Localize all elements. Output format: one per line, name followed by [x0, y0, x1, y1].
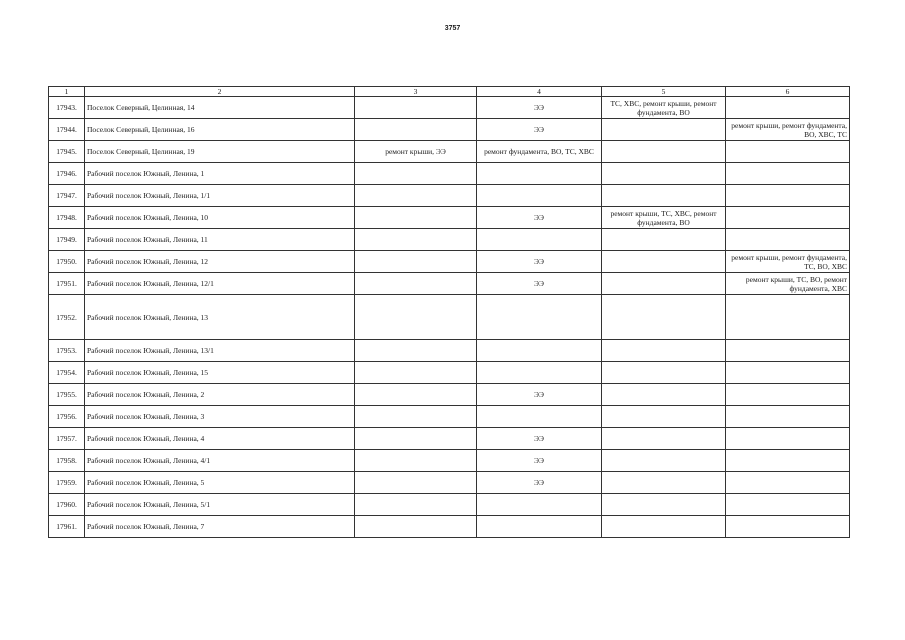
col5-cell	[602, 229, 726, 251]
address-cell: Рабочий поселок Южный, Ленина, 11	[85, 229, 355, 251]
col6-cell	[726, 295, 850, 340]
row-number: 17955.	[49, 384, 85, 406]
table-row	[49, 516, 850, 538]
col3-cell	[355, 207, 477, 229]
col4-cell: ЭЭ	[477, 251, 602, 273]
col5-cell	[602, 141, 726, 163]
table-row	[49, 141, 850, 163]
row-number: 17953.	[49, 340, 85, 362]
col3-cell	[355, 406, 477, 428]
col5-cell	[602, 273, 726, 295]
col5-cell	[602, 362, 726, 384]
row-number: 17943.	[49, 97, 85, 119]
row-number: 17957.	[49, 428, 85, 450]
column-header: 6	[726, 87, 850, 97]
col3-cell	[355, 472, 477, 494]
row-number: 17950.	[49, 251, 85, 273]
col6-cell	[726, 472, 850, 494]
col3-cell	[355, 97, 477, 119]
col6-cell: ремонт крыши, ремонт фундамента, ВО, ХВС, ТС	[726, 119, 850, 141]
col5-cell	[602, 428, 726, 450]
row-number: 17948.	[49, 207, 85, 229]
col3-cell	[355, 295, 477, 340]
col3-cell	[355, 516, 477, 538]
table-row	[49, 340, 850, 362]
col6-cell	[726, 362, 850, 384]
address-cell: Рабочий поселок Южный, Ленина, 12	[85, 251, 355, 273]
col5-cell	[602, 450, 726, 472]
col6-cell	[726, 229, 850, 251]
col6-cell: ремонт крыши, ТС, ВО, ремонт фундамента, ХВС	[726, 273, 850, 295]
col6-cell	[726, 340, 850, 362]
row-number: 17956.	[49, 406, 85, 428]
address-cell: Рабочий поселок Южный, Ленина, 3	[85, 406, 355, 428]
col5-cell	[602, 251, 726, 273]
col6-cell	[726, 384, 850, 406]
col4-cell: ЭЭ	[477, 273, 602, 295]
col6-cell	[726, 141, 850, 163]
col6-cell	[726, 185, 850, 207]
col4-cell: ЭЭ	[477, 428, 602, 450]
col3-cell	[355, 163, 477, 185]
table-row	[49, 406, 850, 428]
col3-cell	[355, 450, 477, 472]
address-cell: Поселок Северный, Целинная, 14	[85, 97, 355, 119]
col5-cell	[602, 406, 726, 428]
col3-cell	[355, 185, 477, 207]
col5-cell	[602, 119, 726, 141]
col3-cell	[355, 251, 477, 273]
row-number: 17946.	[49, 163, 85, 185]
address-cell: Рабочий поселок Южный, Ленина, 10	[85, 207, 355, 229]
table-row	[49, 450, 850, 472]
col5-cell: ТС, ХВС, ремонт крыши, ремонт фундамента, ВО	[602, 97, 726, 119]
column-header: 4	[477, 87, 602, 97]
col4-cell	[477, 516, 602, 538]
row-number: 17960.	[49, 494, 85, 516]
table-row	[49, 494, 850, 516]
address-cell: Рабочий поселок Южный, Ленина, 12/1	[85, 273, 355, 295]
col6-cell	[726, 406, 850, 428]
col4-cell	[477, 494, 602, 516]
table-row	[49, 185, 850, 207]
col6-cell	[726, 97, 850, 119]
row-number: 17954.	[49, 362, 85, 384]
col5-cell	[602, 340, 726, 362]
col3-cell: ремонт крыши, ЭЭ	[355, 141, 477, 163]
table-row	[49, 273, 850, 295]
col4-cell	[477, 406, 602, 428]
col5-cell	[602, 516, 726, 538]
address-cell: Рабочий поселок Южный, Ленина, 4/1	[85, 450, 355, 472]
address-cell: Поселок Северный, Целинная, 16	[85, 119, 355, 141]
col6-cell	[726, 516, 850, 538]
col6-cell	[726, 207, 850, 229]
registry-table	[48, 86, 850, 538]
col4-cell	[477, 185, 602, 207]
address-cell: Рабочий поселок Южный, Ленина, 5/1	[85, 494, 355, 516]
col3-cell	[355, 494, 477, 516]
col4-cell: ремонт фундамента, ВО, ТС, ХВС	[477, 141, 602, 163]
col3-cell	[355, 340, 477, 362]
table-row	[49, 362, 850, 384]
address-cell: Рабочий поселок Южный, Ленина, 5	[85, 472, 355, 494]
column-header: 2	[85, 87, 355, 97]
table-row	[49, 295, 850, 340]
col4-cell: ЭЭ	[477, 207, 602, 229]
col6-cell	[726, 494, 850, 516]
address-cell: Рабочий поселок Южный, Ленина, 4	[85, 428, 355, 450]
address-cell: Рабочий поселок Южный, Ленина, 7	[85, 516, 355, 538]
col5-cell	[602, 472, 726, 494]
col4-cell	[477, 163, 602, 185]
col4-cell: ЭЭ	[477, 450, 602, 472]
col4-cell	[477, 229, 602, 251]
col3-cell	[355, 119, 477, 141]
col5-cell	[602, 163, 726, 185]
col6-cell: ремонт крыши, ремонт фундамента, ТС, ВО, ХВС	[726, 251, 850, 273]
col4-cell	[477, 295, 602, 340]
col5-cell	[602, 384, 726, 406]
row-number: 17944.	[49, 119, 85, 141]
address-cell: Рабочий поселок Южный, Ленина, 13/1	[85, 340, 355, 362]
col5-cell	[602, 295, 726, 340]
column-header: 1	[49, 87, 85, 97]
col6-cell	[726, 428, 850, 450]
col6-cell	[726, 163, 850, 185]
col4-cell: ЭЭ	[477, 384, 602, 406]
col5-cell	[602, 494, 726, 516]
col3-cell	[355, 229, 477, 251]
col3-cell	[355, 384, 477, 406]
col4-cell: ЭЭ	[477, 97, 602, 119]
col4-cell: ЭЭ	[477, 119, 602, 141]
address-cell: Рабочий поселок Южный, Ленина, 13	[85, 295, 355, 340]
col3-cell	[355, 273, 477, 295]
address-cell: Рабочий поселок Южный, Ленина, 15	[85, 362, 355, 384]
row-number: 17952.	[49, 295, 85, 340]
header-row	[49, 87, 850, 97]
column-header: 3	[355, 87, 477, 97]
row-number: 17951.	[49, 273, 85, 295]
table-row	[49, 97, 850, 119]
col4-cell	[477, 340, 602, 362]
page-number: 3757	[444, 25, 461, 32]
table-row	[49, 163, 850, 185]
row-number: 17949.	[49, 229, 85, 251]
table-row	[49, 251, 850, 273]
table-row	[49, 472, 850, 494]
address-cell: Рабочий поселок Южный, Ленина, 1/1	[85, 185, 355, 207]
address-cell: Рабочий поселок Южный, Ленина, 2	[85, 384, 355, 406]
col4-cell: ЭЭ	[477, 472, 602, 494]
row-number: 17961.	[49, 516, 85, 538]
row-number: 17945.	[49, 141, 85, 163]
table-row	[49, 428, 850, 450]
col3-cell	[355, 362, 477, 384]
row-number: 17958.	[49, 450, 85, 472]
col5-cell: ремонт крыши, ТС, ХВС, ремонт фундамента, ВО	[602, 207, 726, 229]
table-row	[49, 229, 850, 251]
col5-cell	[602, 185, 726, 207]
table-row	[49, 384, 850, 406]
address-cell: Рабочий поселок Южный, Ленина, 1	[85, 163, 355, 185]
row-number: 17959.	[49, 472, 85, 494]
address-cell: Поселок Северный, Целинная, 19	[85, 141, 355, 163]
column-header: 5	[602, 87, 726, 97]
col6-cell	[726, 450, 850, 472]
table-row	[49, 207, 850, 229]
col3-cell	[355, 428, 477, 450]
table-row	[49, 119, 850, 141]
row-number: 17947.	[49, 185, 85, 207]
col4-cell	[477, 362, 602, 384]
